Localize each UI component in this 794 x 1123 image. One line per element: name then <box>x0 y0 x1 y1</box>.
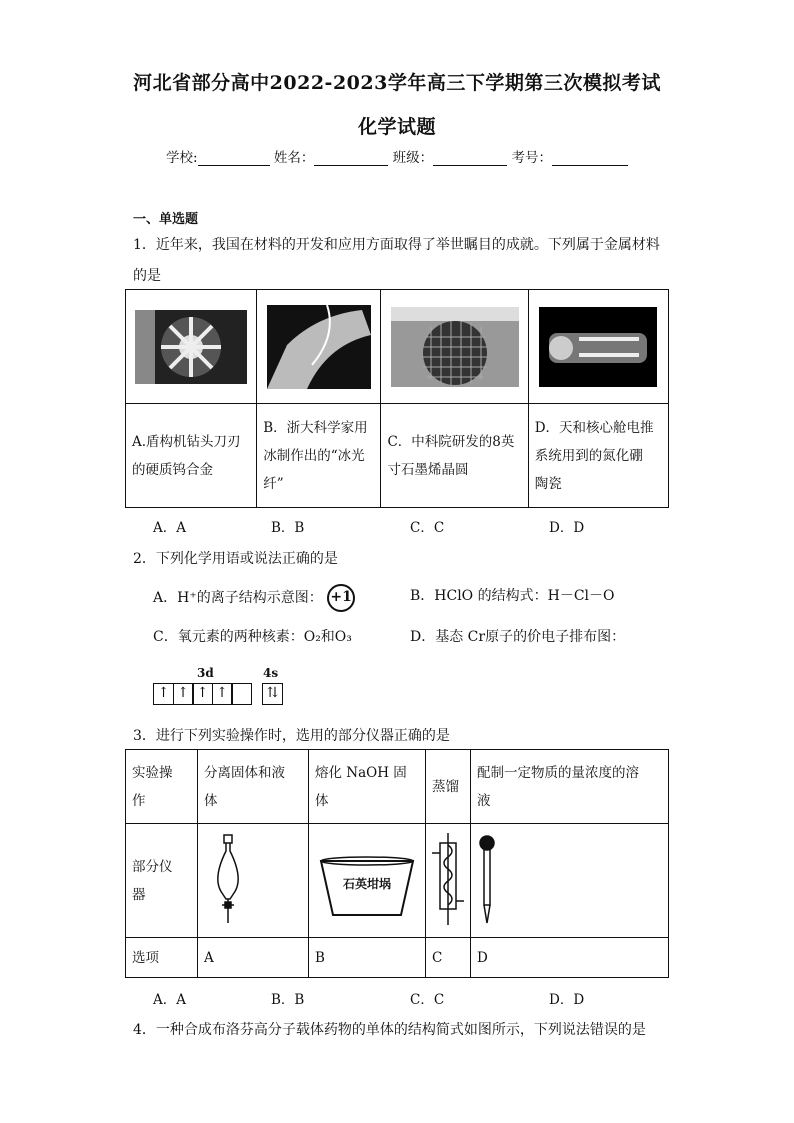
ice-fiber-photo <box>267 305 371 389</box>
name-label: 姓名： <box>273 150 315 166</box>
ice-fiber-image <box>267 305 371 389</box>
orbital-box: ↑ <box>212 683 233 705</box>
quartz-crucible <box>309 831 425 931</box>
q3-op-header-line2: 作 <box>132 792 146 809</box>
section-heading: 一、单选题 <box>133 212 199 227</box>
q1-option-d-cell <box>528 404 668 508</box>
separatory-funnel-image <box>198 829 308 929</box>
q3-op-b-line1: 熔化 NaOH 固体 <box>315 764 407 809</box>
q1-option-d-line1: D．天和核心舱电推 <box>534 419 654 436</box>
q3-instr-d-cell <box>471 824 669 938</box>
page-title: 河北省部分高中2022-2023学年高三下学期第三次模拟考试 <box>133 72 661 94</box>
q1-option-d-line2: 系统用到的氮化硼 <box>534 447 643 464</box>
q3-op-d-line2: 液 <box>477 792 491 809</box>
q3-instr-header-line1: 部分仪 <box>132 858 173 875</box>
q2-option-b[interactable]: B．HClO 的结构式：H－Cl－O <box>410 588 615 604</box>
q1-option-c-line1: C．中科院研发的8英 <box>387 433 515 450</box>
q3-choice-d[interactable]: D．D <box>549 992 585 1008</box>
q3-op-a-line1: 分离固体和液 <box>204 764 285 781</box>
q1-option-b-line3: 纤” <box>263 475 284 492</box>
q2-option-c[interactable]: C．氧元素的两种核素：O₂和O₃ <box>153 629 352 645</box>
q1-image-b-cell <box>257 290 381 404</box>
q3-letter-c: C <box>432 949 443 966</box>
q3-instr-c-cell <box>426 824 471 938</box>
q1-choice-d[interactable]: D．D <box>549 520 585 536</box>
q1-text-line2: 的是 <box>133 268 161 284</box>
class-label: 班级： <box>392 150 434 166</box>
q3-op-d-cell <box>471 750 669 824</box>
orbital-4s-label: 4s <box>263 666 279 680</box>
crucible-label: 石英坩埚 <box>342 876 391 891</box>
q3-op-c-line1: 蒸馏 <box>432 778 459 795</box>
q3-instr-header-cell <box>126 824 198 938</box>
exam-no-label: 考号： <box>511 150 552 166</box>
q1-option-a-cell <box>126 404 257 508</box>
q3-letter-d: D <box>477 949 488 966</box>
q3-text: 3．进行下列实验操作时，选用的部分仪器正确的是 <box>133 728 450 744</box>
q3-table <box>125 749 669 978</box>
class-blank <box>433 151 507 166</box>
q3-op-d-line1: 配制一定物质的量浓度的溶 <box>477 764 639 781</box>
q3-op-header-line1: 实验操 <box>132 764 173 781</box>
orbital-box: ↑ <box>192 683 213 705</box>
h-ion-diagram: +1 <box>327 584 355 612</box>
condenser-image <box>426 829 470 929</box>
school-label: 学校: <box>166 150 198 166</box>
q3-option-header: 选项 <box>132 949 159 966</box>
q3-choice-c[interactable]: C．C <box>410 992 445 1008</box>
q3-instr-a-cell <box>198 824 309 938</box>
orbital-box <box>231 683 252 705</box>
page-subtitle: 化学试题 <box>357 116 436 138</box>
q1-choice-b[interactable]: B．B <box>271 520 305 536</box>
q2-option-a[interactable] <box>153 584 355 612</box>
q3-letter-b-cell <box>309 938 426 978</box>
q1-choice-a[interactable]: A．A <box>153 520 186 536</box>
q1-option-c-cell <box>381 404 528 508</box>
orbital-box: ↑ <box>173 683 194 705</box>
q3-op-b-cell <box>309 750 426 824</box>
q4-text: 4．一种合成布洛芬高分子载体药物的单体的结构简式如图所示，下列说法错误的是 <box>133 1022 646 1038</box>
graphene-wafer-image <box>391 307 519 387</box>
drill-blade-photo <box>135 310 247 384</box>
orbital-box: ↑ <box>153 683 174 705</box>
q1-image-a-cell <box>126 290 257 404</box>
q3-instr-header-line2: 器 <box>132 886 146 903</box>
q3-choice-a[interactable]: A．A <box>153 992 186 1008</box>
q1-option-b-line2: 冰制作出的“冰光 <box>263 447 365 464</box>
q1-option-b-cell <box>257 404 381 508</box>
q3-op-header-cell <box>126 750 198 824</box>
q2-option-d[interactable]: D．基态 Cr原子的价电子排布图： <box>410 629 626 645</box>
q1-image-c-cell <box>381 290 528 404</box>
q3-op-a-line2: 体 <box>204 792 218 809</box>
q1-option-a-line1: A.盾构机钻头刀刃 <box>132 433 241 450</box>
q1-text-line1: 1．近年来，我国在材料的开发和应用方面取得了举世瞩目的成就。下列属于金属材料 <box>133 237 660 253</box>
q1-choice-c[interactable]: C．C <box>410 520 445 536</box>
q2-text: 2．下列化学用语或说法正确的是 <box>133 551 338 567</box>
orbital-3d-boxes <box>153 683 251 705</box>
q3-op-a-cell <box>198 750 309 824</box>
q1-option-c-line2: 寸石墨烯晶圆 <box>387 461 469 478</box>
q3-choice-b[interactable]: B．B <box>271 992 305 1008</box>
dropper-image <box>471 829 511 929</box>
orbital-4s-boxes <box>262 683 282 705</box>
q1-table <box>125 289 669 508</box>
q1-option-d-line3: 陶瓷 <box>534 475 562 492</box>
q3-option-header-cell <box>126 938 198 978</box>
q3-instr-b-cell <box>309 824 426 938</box>
q1-image-d-cell <box>528 290 668 404</box>
thruster-image <box>539 307 657 387</box>
graphene-wafer-photo <box>391 307 519 387</box>
name-blank <box>314 151 388 166</box>
q2-option-a-text: A．H⁺的离子结构示意图： <box>153 590 323 606</box>
q3-letter-b: B <box>315 949 325 966</box>
q3-letter-d-cell <box>471 938 669 978</box>
q1-option-a-line2: 的硬质钨合金 <box>132 461 213 478</box>
school-blank <box>198 151 270 166</box>
q1-option-b-line1: B．浙大科学家用 <box>263 419 368 436</box>
thruster-photo <box>539 307 657 387</box>
student-info <box>0 146 794 166</box>
exam-no-blank <box>552 151 628 166</box>
drill-blade-image <box>135 310 247 384</box>
q3-letter-c-cell <box>426 938 471 978</box>
orbital-box: ⇅ <box>262 683 283 705</box>
q3-op-c-cell <box>426 750 471 824</box>
q3-letter-a-cell <box>198 938 309 978</box>
orbital-3d-label: 3d <box>197 666 214 680</box>
q3-letter-a: A <box>204 949 214 966</box>
